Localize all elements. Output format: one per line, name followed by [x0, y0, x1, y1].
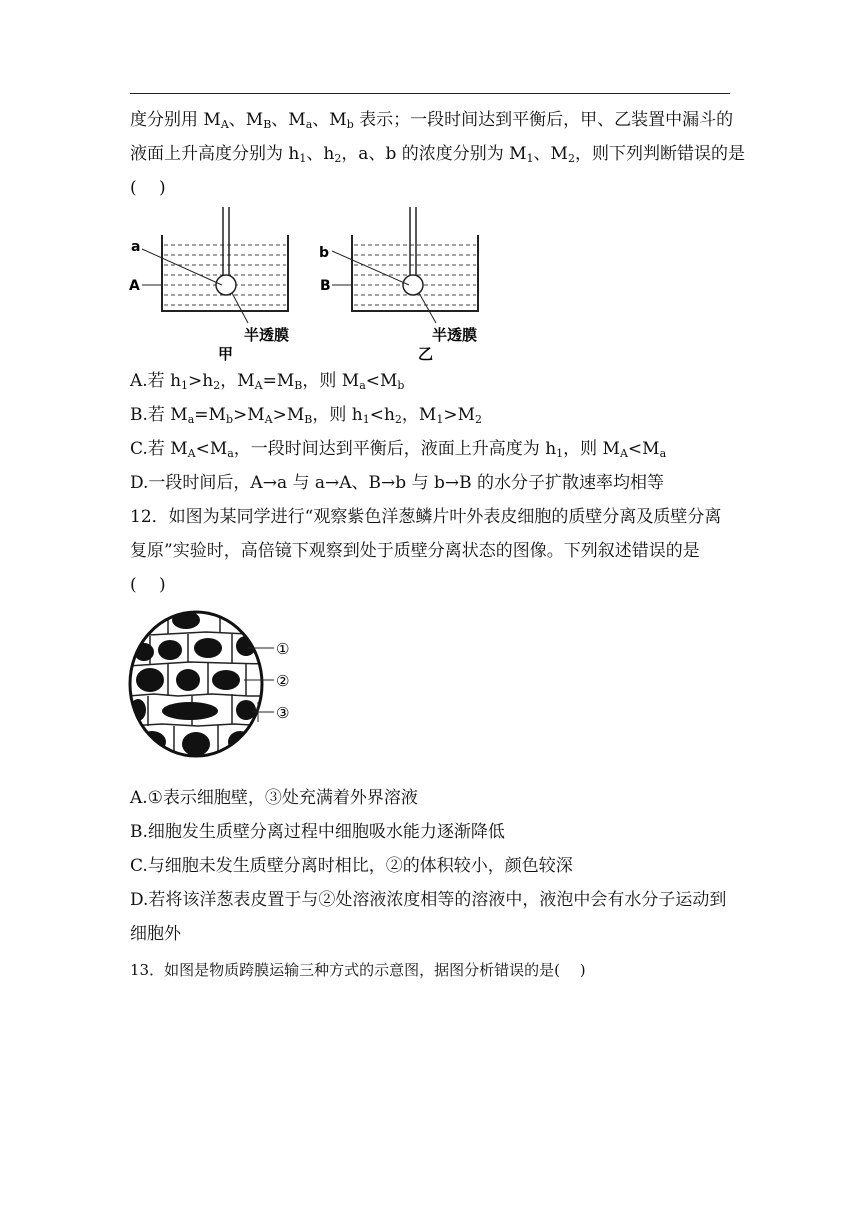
plasmolysis-micrograph	[128, 608, 308, 768]
q12-option-a: A.①表示细胞壁，③处充满着外界溶液	[130, 788, 418, 808]
q12-option-d: D.若将该洋葱表皮置于与②处溶液浓度相等的溶液中，液泡中会有水分子运动到	[130, 890, 727, 910]
header-rule	[130, 93, 730, 94]
q11-option-d: D.一段时间后，A→a 与 a→A、B→b 与 b→B 的水分子扩散速率均相等	[130, 473, 664, 493]
label-A: A	[129, 278, 140, 294]
q11-stem-line-1: 度分别用 $M_A$、$M_B$、$M_a$、$M_b$ 表示；一段时间达到平衡后，甲、乙装置中漏斗的	[130, 110, 734, 131]
label-1: ①	[276, 640, 290, 658]
beaker-jia	[129, 207, 289, 363]
q11-option-c: C.若 $M_A<M_a$，一段时间达到平衡后，液面上升高度为 $h_1$，则 $M_A<M_a$	[130, 439, 667, 460]
label-2: ②	[276, 672, 290, 690]
label-B: B	[320, 278, 331, 294]
caption-yi: 乙	[418, 345, 434, 363]
q12-stem-line-1: 12．如图为某同学进行“观察紫色洋葱鳞片叶外表皮细胞的质壁分离及质壁分离	[130, 507, 722, 527]
q11-option-a: A.若 $h_1>h_2$，$M_A=M_B$，则 $M_a<M_b$	[130, 371, 405, 392]
q11-answer-bracket: ( )	[130, 178, 166, 198]
label-a: a	[131, 239, 141, 255]
q11-option-b: B.若 $M_a=M_b>M_A>M_B$，则 $h_1<h_2$，$M_1>M_2$	[130, 405, 482, 426]
q12-option-c: C.与细胞未发生质壁分离时相比，②的体积较小，颜色较深	[130, 856, 573, 876]
q13-stem: 13．如图是物质跨膜运输三种方式的示意图，据图分析错误的是( )	[130, 961, 586, 979]
q12-option-d-continued: 细胞外	[130, 924, 181, 944]
membrane-label-left: 半透膜	[244, 326, 290, 344]
label-3: ③	[276, 704, 290, 722]
q12-answer-bracket: ( )	[130, 575, 166, 595]
beaker-yi	[319, 207, 478, 363]
q12-option-b: B.细胞发生质壁分离过程中细胞吸水能力逐渐降低	[130, 822, 505, 842]
q11-stem-line-2: 液面上升高度分别为 $h_1$、$h_2$，a、b 的浓度分别为 $M_1$、$M_2$，则下列判断错误的是	[130, 144, 745, 165]
label-b: b	[319, 245, 330, 261]
q12-stem-line-2: 复原”实验时，高倍镜下观察到处于质壁分离状态的图像。下列叙述错误的是	[130, 541, 700, 561]
osmosis-apparatus-figure	[126, 205, 506, 365]
membrane-label-right: 半透膜	[432, 326, 478, 344]
caption-jia: 甲	[218, 345, 234, 363]
